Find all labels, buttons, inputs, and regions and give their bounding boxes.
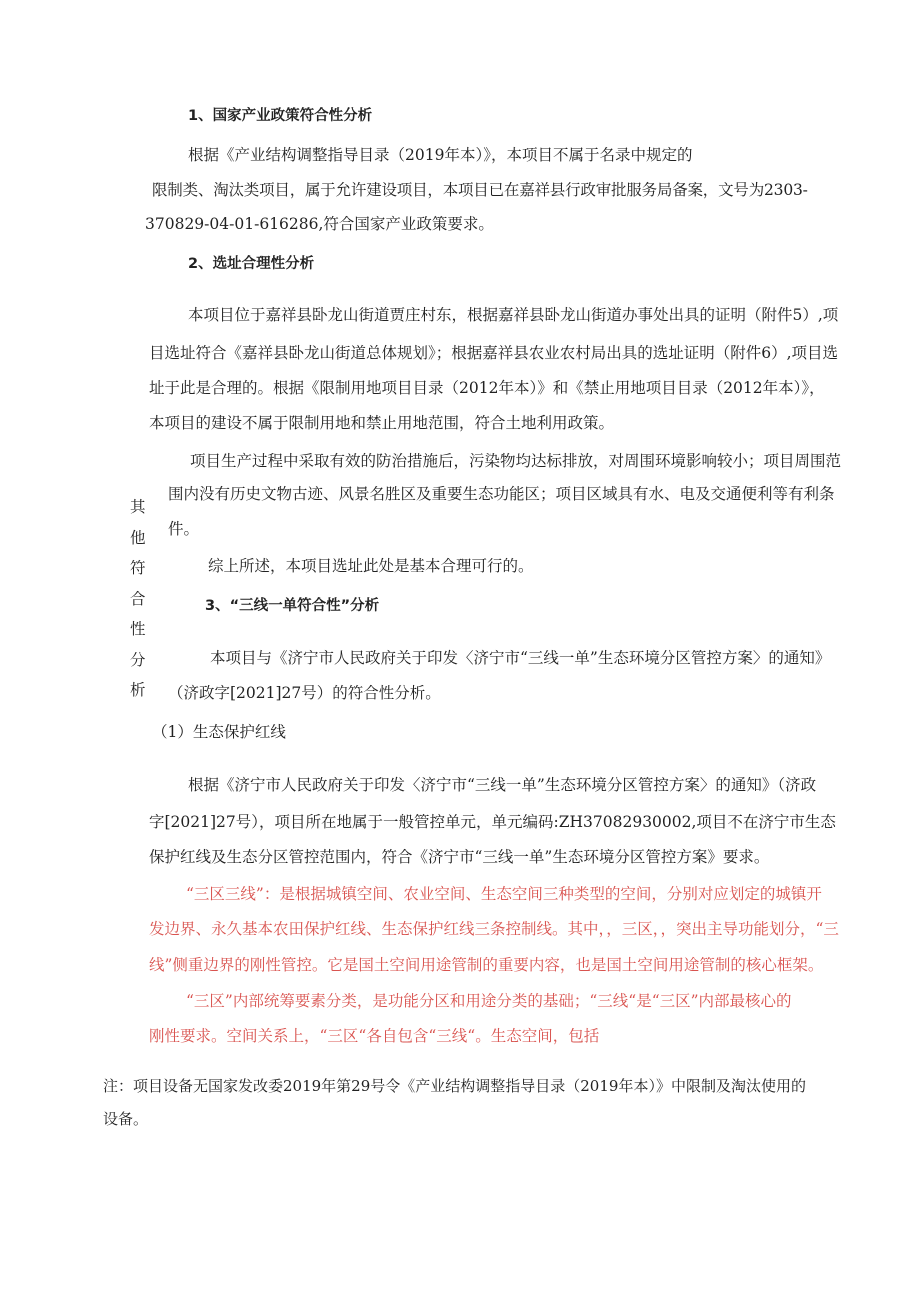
side-label	[130, 497, 150, 711]
section2-line: 项目生产过程中采取有效的防治措施后，污染物均达标排放，对周围环境影响较小；项目周围范	[190, 452, 842, 470]
section2-line: 件。	[168, 520, 200, 538]
sub1-line: 字[2021]27号），项目所在地属于一般管控单元，单元编码:ZH37082930002,项目不在济宁市生态	[149, 813, 836, 831]
section2-line: 本项目位于嘉祥县卧龙山街道贾庄村东，根据嘉祥县卧龙山街道办事处出具的证明（附件5）,项	[188, 306, 839, 324]
side-label-char: 合	[130, 589, 146, 608]
side-label-char: 析	[130, 681, 146, 699]
section2-conclusion: 综上所述，本项目选址此处是基本合理可行的。	[208, 557, 534, 575]
red-line: “三区三线”：是根据城镇空间、农业空间、生态空间三种类型的空间，分别对应划定的城镇开	[186, 885, 822, 903]
sub-heading-ecological-redline: （1）生态保护红线	[152, 723, 286, 741]
section2-heading: 2、选址合理性分析	[188, 256, 315, 272]
section1-line: 限制类、淘汰类项目，属于允许建设项目，本项目已在嘉祥县行政审批服务局备案，文号为2303-	[152, 181, 808, 199]
section3-intro-line: 本项目与《济宁市人民政府关于印发〈济宁市“三线一单”生态环境分区管控方案〉的通知》	[210, 649, 831, 667]
sub1-line: 保护红线及生态分区管控范围内，符合《济宁市“三线一单”生态环境分区管控方案》要求。	[149, 848, 770, 866]
section1-heading: 1、国家产业政策符合性分析	[188, 108, 373, 124]
section3-intro-line: （济政字[2021]27号）的符合性分析。	[168, 684, 441, 702]
red-line: “三区”内部统筹要素分类，是功能分区和用途分类的基础；“三线“是“三区”内部最核心的	[186, 992, 792, 1010]
footnote-line: 设备。	[103, 1110, 149, 1128]
section2-line: 址于此是合理的。根据《限制用地项目目录（2012年本）》和《禁止用地项目目录（2012年本）》，	[149, 379, 825, 397]
side-label-char: 他	[130, 528, 146, 547]
red-line: 线”侧重边界的刚性管控。它是国土空间用途管制的重要内容，也是国土空间用途管制的核心框架。	[149, 956, 824, 974]
red-line: 刚性要求。空间关系上，“三区“各自包含“三线“。生态空间，包括	[149, 1027, 600, 1045]
side-label-char: 符	[130, 559, 146, 577]
side-label-char: 其	[130, 498, 146, 516]
section1-line: 根据《产业结构调整指导目录（2019年本）》，本项目不属于名录中规定的	[188, 146, 693, 164]
section2-line: 围内没有历史文物古迹、风景名胜区及重要生态功能区；项目区域具有水、电及交通便利等有利条	[168, 485, 835, 503]
sub1-line: 根据《济宁市人民政府关于印发〈济宁市“三线一单”生态环境分区管控方案〉的通知》（济政	[188, 776, 817, 794]
section2-line: 本项目的建设不属于限制用地和禁止用地范围，符合土地利用政策。	[149, 414, 615, 432]
side-label-char: 分	[130, 650, 146, 669]
red-line: 发边界、永久基本农田保护红线、生态保护红线三条控制线。其中，，三区，，突出主导功能划分，“三	[149, 920, 839, 938]
footnote-line: 注：项目设备无国家发改委2019年第29号令《产业结构调整指导目录（2019年本）》中限制及淘汰使用的	[103, 1077, 806, 1095]
section3-heading: 3、“三线一单符合性”分析	[205, 598, 380, 614]
section2-line: 目选址符合《嘉祥县卧龙山街道总体规划》；根据嘉祥县农业农村局出具的选址证明（附件6）,项目选	[149, 344, 839, 362]
section1-line: 370829-04-01-616286,符合国家产业政策要求。	[145, 215, 494, 233]
side-label-char: 性	[130, 620, 146, 638]
